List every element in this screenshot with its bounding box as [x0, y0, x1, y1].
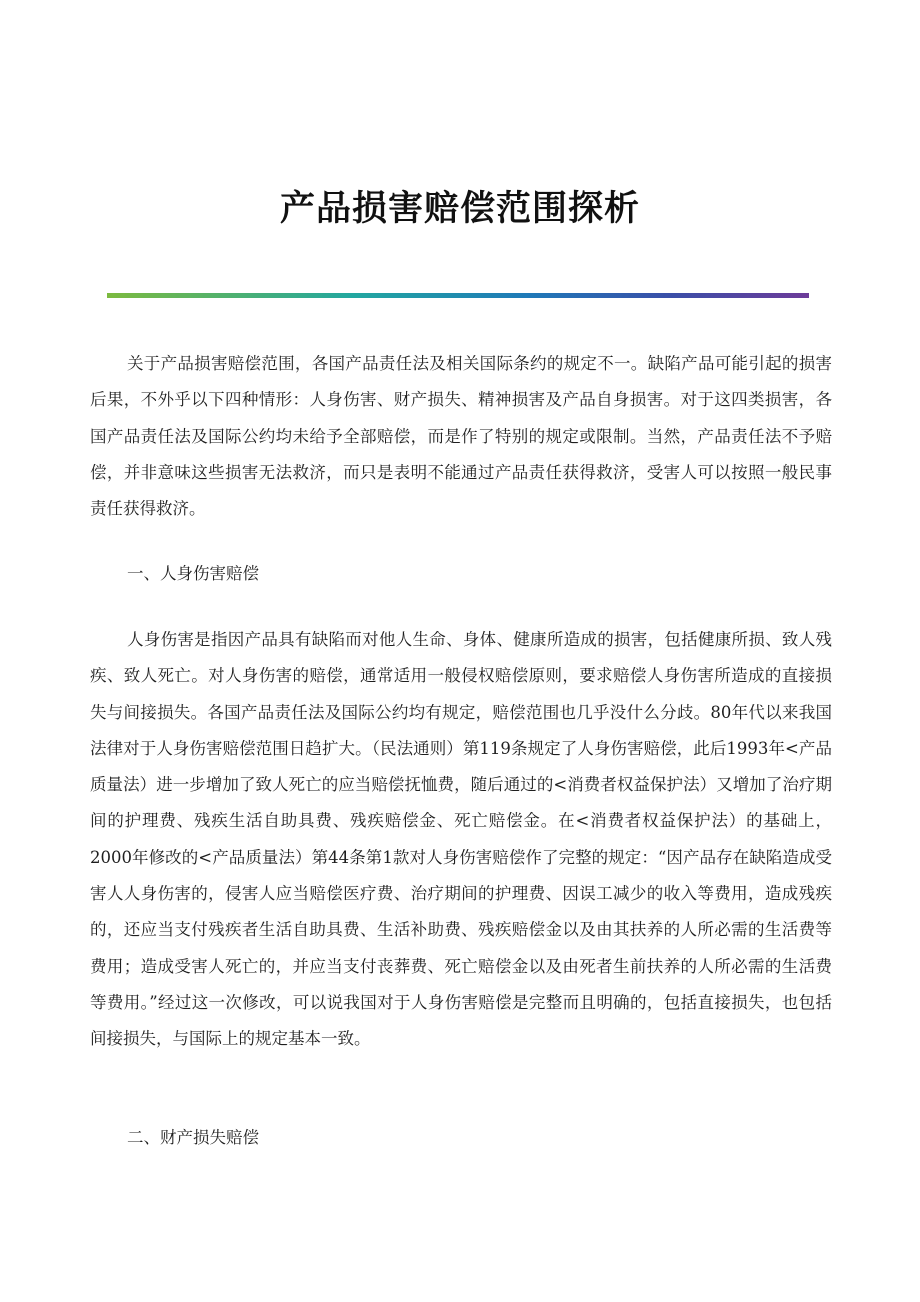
page-title: 产品损害赔偿范围探析 — [279, 189, 640, 229]
personal-injury-paragraph: 人身伤害是指因产品具有缺陷而对他人生命、身体、健康所造成的损害，包括健康所损、致人残疾、致人死亡。对人身伤害的赔偿，通常适用一般侵权赔偿原则，要求赔偿人身伤害所造成的直接损失与间接损失。各国产品责任法及国际公约均有规定，赔偿范围也几乎没什么分歧。80年代以来我国法律对于人身伤害赔偿范围日趋扩大。（民法通则）第119条规定了人身伤害赔偿，此后1993年<产品质量法）进一步增加了致人死亡的应当赔偿抚恤费，随后通过的<消费者权益保护法）又增加了治疗期间的护理费、残疾生活自助具费、残疾赔偿金、死亡赔偿金。在<消费者权益保护法）的基础上，2000年修改的<产品质量法）第44条第1款对人身伤害赔偿作了完整的规定：“因产品存在缺陷造成受害人人身伤害的，侵害人应当赔偿医疗费、治疗期间的护理费、因误工减少的收入等费用，造成残疾的，还应当支付残疾者生活自助具费、生活补助费、残疾赔偿金以及由其扶养的人所必需的生活费等费用；造成受害人死亡的，并应当支付丧葬费、死亡赔偿金以及由死者生前扶养的人所必需的生活费等费用。”经过这一次修改，可以说我国对于人身伤害赔偿是完整而且明确的，包括直接损失，也包括间接损失，与国际上的规定基本一致。 — [90, 630, 832, 1049]
intro-paragraph: 关于产品损害赔偿范围，各国产品责任法及相关国际条约的规定不一。缺陷产品可能引起的损害后果，不外乎以下四种情形：人身伤害、财产损失、精神损害及产品自身损害。对于这四类损害，各国产品责任法及国际公约均未给予全部赔偿，而是作了特别的规定或限制。当然，产品责任法不予赔偿，并非意味这些损害无法救济，而只是表明不能通过产品责任获得救济，受害人可以按照一般民事责任获得救济。 — [90, 354, 832, 519]
section-heading-personal-injury: 一、人身伤害赔偿 — [127, 564, 259, 583]
title-divider — [107, 293, 809, 298]
section-heading-property-loss: 二、财产损失赔偿 — [127, 1128, 259, 1147]
